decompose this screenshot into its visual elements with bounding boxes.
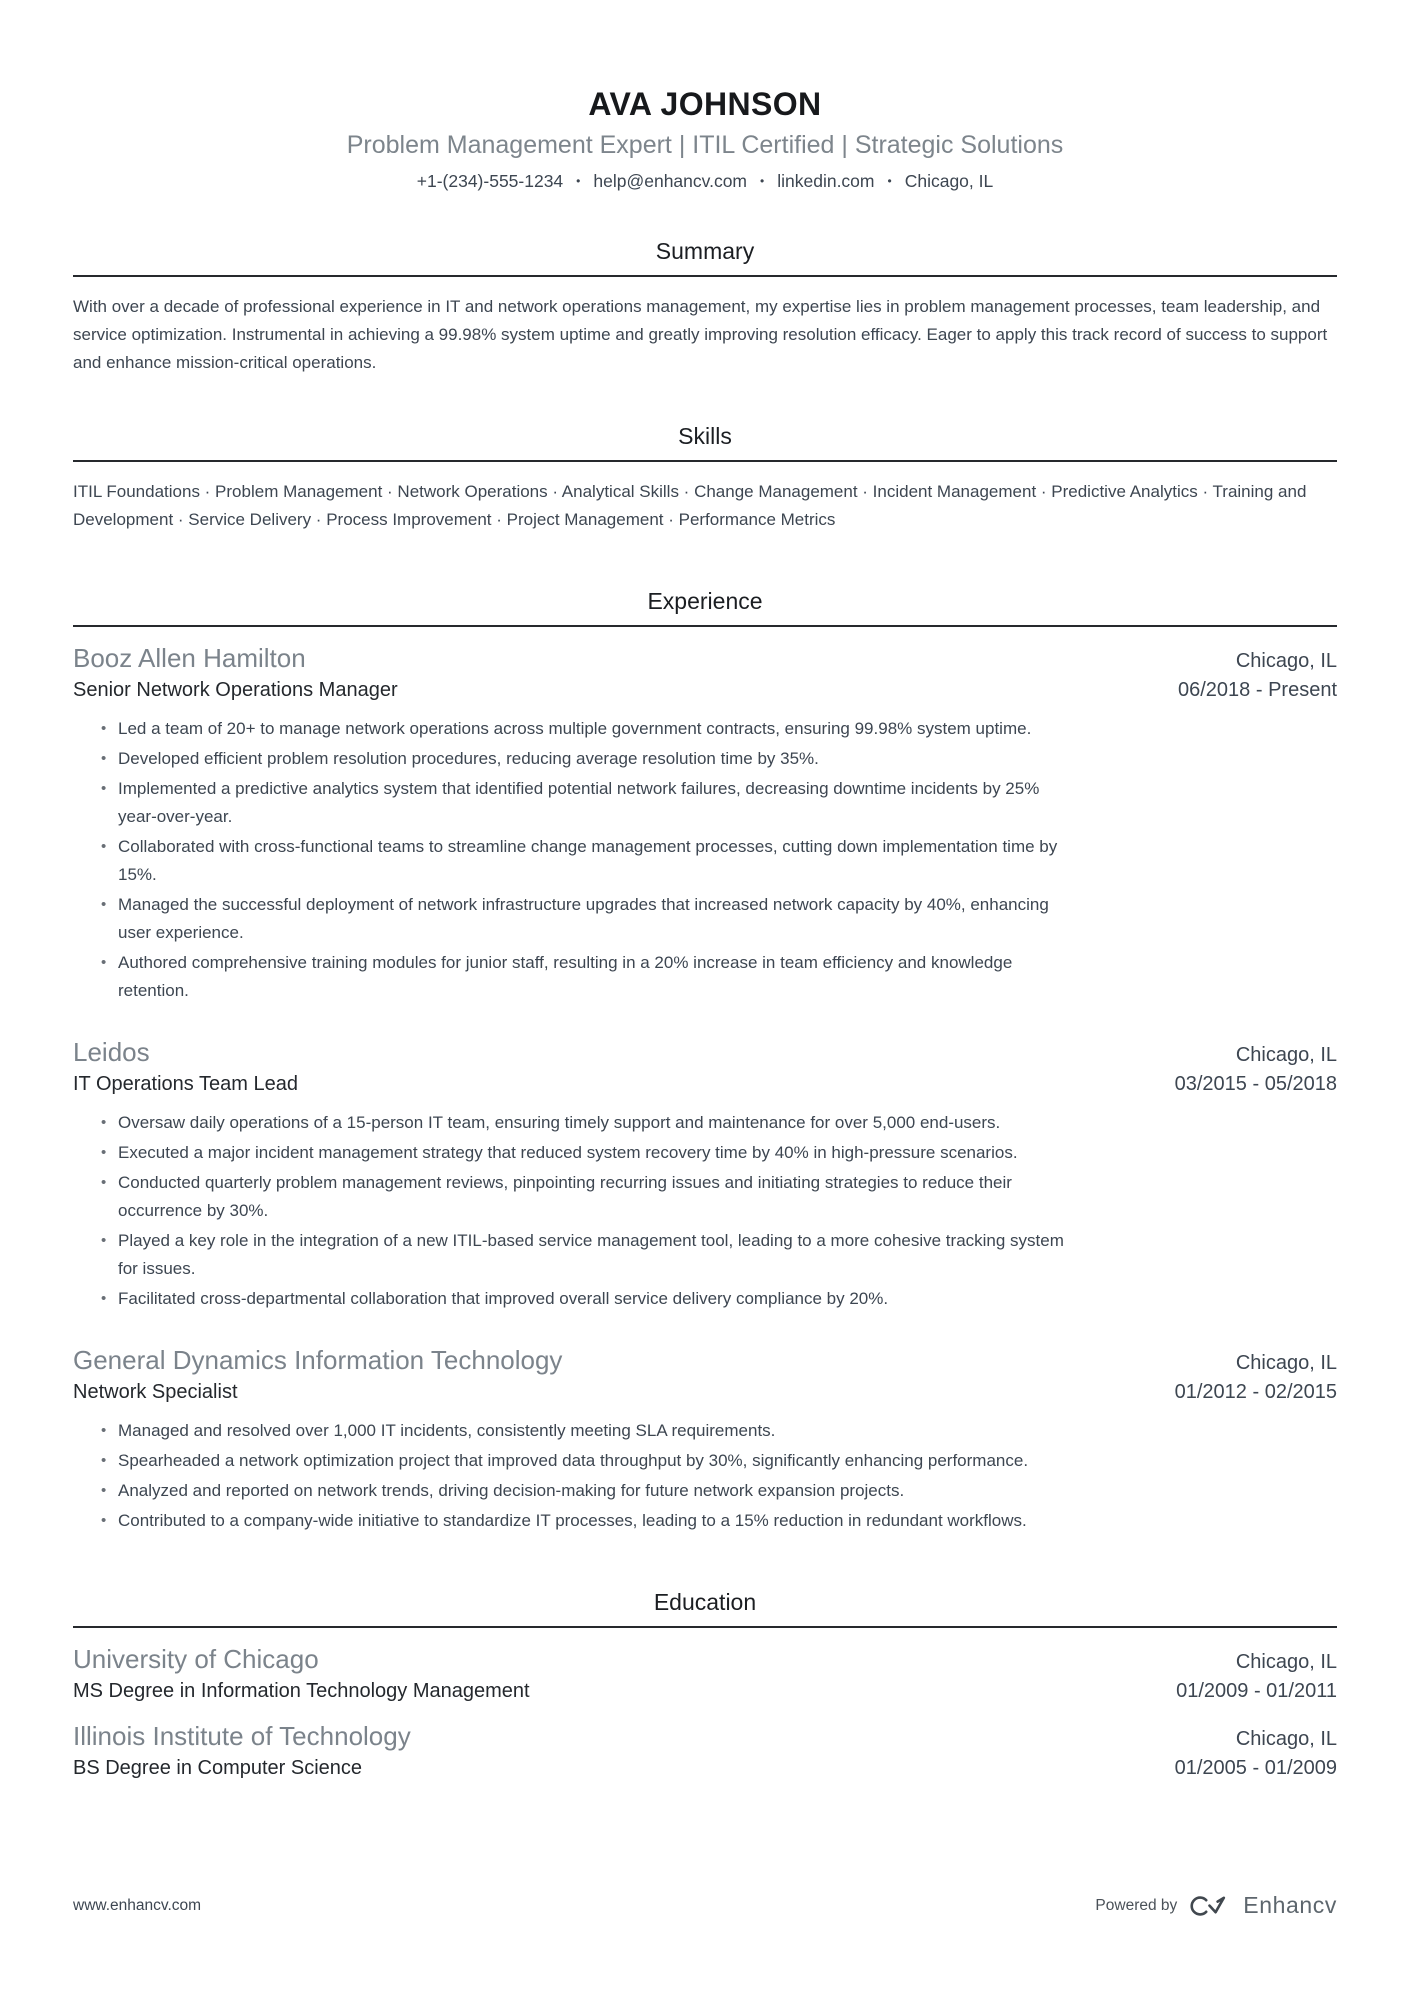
entry-subheader-row <box>73 679 1337 702</box>
entry-header-row <box>73 1037 1337 1068</box>
school-location: Chicago, IL <box>1235 1728 1337 1750</box>
company-name: Booz Allen Hamilton <box>73 643 306 673</box>
job-bullet: • Managed and resolved over 1,000 IT incidents, consistently meeting SLA requirements. <box>101 1417 1078 1445</box>
contact-location: Chicago, IL <box>904 171 994 191</box>
job-bullet: • Spearheaded a network optimization project that improved data throughput by 30%, significantly enhancing performance. <box>101 1447 1078 1475</box>
education-heading: Education <box>653 1589 757 1615</box>
job-dates: 06/2018 - Present <box>1178 679 1337 701</box>
education-entry <box>73 1721 1337 1780</box>
experience-entry <box>73 1037 1337 1313</box>
job-bullet: • Executed a major incident management strategy that reduced system recovery time by 40% in high-pressure scenarios. <box>101 1139 1078 1167</box>
entry-subheader-row <box>73 1757 1337 1780</box>
job-bullet-list <box>73 715 1337 1005</box>
entry-header-row <box>73 1721 1337 1752</box>
school-name: Illinois Institute of Technology <box>73 1721 411 1751</box>
job-bullet: • Authored comprehensive training modules for junior staff, resulting in a 20% increase in team efficiency and knowledge retention. <box>101 949 1078 1005</box>
section-education <box>73 1589 1337 1780</box>
section-divider <box>73 460 1337 462</box>
cv-infinity-icon <box>1189 1893 1233 1919</box>
skills-text: ITIL Foundations · Problem Management · Network Operations · Analytical Skills · Change Management · Incident Management · Predictive Analytics · Training and Development · Service Delivery · Process Improvement · Project Management · Performance Metrics <box>73 482 1307 529</box>
job-title: Senior Network Operations Manager <box>73 679 398 701</box>
company-name: General Dynamics Information Technology <box>73 1345 563 1375</box>
job-location: Chicago, IL <box>1235 1352 1337 1374</box>
candidate-name: AVA JOHNSON <box>588 86 822 122</box>
contact-separator-dot: • <box>576 173 581 188</box>
job-title: Network Specialist <box>73 1381 238 1403</box>
job-bullet: • Conducted quarterly problem management reviews, pinpointing recurring issues and initiating strategies to reduce their occurrence by 30%. <box>101 1169 1078 1225</box>
entry-subheader-row <box>73 1680 1337 1703</box>
company-name: Leidos <box>73 1037 150 1067</box>
resume-header <box>73 86 1337 192</box>
job-bullet: • Collaborated with cross-functional teams to streamline change management processes, cutting down implementation time by 15%. <box>101 833 1078 889</box>
enhancv-brand-label: Enhancv <box>1243 1892 1337 1918</box>
skills-heading: Skills <box>678 423 732 449</box>
education-entry <box>73 1644 1337 1703</box>
entry-header-row <box>73 643 1337 674</box>
contact-separator-dot: • <box>887 173 892 188</box>
enhancv-brand-link[interactable] <box>1189 1892 1337 1919</box>
contact-phone: +1-(234)-555-1234 <box>416 171 564 191</box>
degree-name: MS Degree in Information Technology Management <box>73 1680 530 1702</box>
job-bullet: • Developed efficient problem resolution procedures, reducing average resolution time by 35%. <box>101 745 1078 773</box>
entry-subheader-row <box>73 1381 1337 1404</box>
experience-entry <box>73 1345 1337 1535</box>
entry-header-row <box>73 1644 1337 1675</box>
summary-text: With over a decade of professional experience in IT and network operations management, my expertise lies in problem management processes, team leadership, and service optimization. Instrumental in achieving a 99.98% system uptime and greatly improving resolution efficacy. Eager to apply this track record of success to support and enhance mission-critical operations. <box>73 297 1328 372</box>
job-bullet: • Contributed to a company-wide initiative to standardize IT processes, leading to a 15% reduction in redundant workflows. <box>101 1507 1078 1535</box>
entry-subheader-row <box>73 1073 1337 1096</box>
contact-separator-dot: • <box>760 173 765 188</box>
school-name: University of Chicago <box>73 1644 319 1674</box>
section-skills <box>73 423 1337 534</box>
job-dates: 03/2015 - 05/2018 <box>1174 1073 1337 1095</box>
section-divider <box>73 275 1337 277</box>
job-bullet: • Implemented a predictive analytics system that identified potential network failures, decreasing downtime incidents by 25% year-over-year. <box>101 775 1078 831</box>
job-dates: 01/2012 - 02/2015 <box>1174 1381 1337 1403</box>
school-location: Chicago, IL <box>1235 1651 1337 1673</box>
summary-heading: Summary <box>655 238 755 264</box>
contact-email-link[interactable]: help@enhancv.com <box>593 171 748 191</box>
job-location: Chicago, IL <box>1235 650 1337 672</box>
candidate-title: Problem Management Expert | ITIL Certified | Strategic Solutions <box>346 131 1064 159</box>
experience-heading: Experience <box>647 588 763 614</box>
degree-dates: 01/2005 - 01/2009 <box>1174 1757 1337 1779</box>
job-bullet-list <box>73 1417 1337 1535</box>
section-divider <box>73 625 1337 627</box>
job-bullet: • Facilitated cross-departmental collaboration that improved overall service delivery compliance by 20%. <box>101 1285 1078 1313</box>
degree-dates: 01/2009 - 01/2011 <box>1176 1680 1337 1702</box>
job-bullet: • Played a key role in the integration of a new ITIL-based service management tool, leading to a more cohesive tracking system for issues. <box>101 1227 1078 1283</box>
job-bullet: • Analyzed and reported on network trends, driving decision-making for future network expansion projects. <box>101 1477 1078 1505</box>
contact-row <box>73 171 1337 192</box>
job-bullet: • Led a team of 20+ to manage network operations across multiple government contracts, ensuring 99.98% system uptime. <box>101 715 1078 743</box>
job-bullet: • Managed the successful deployment of network infrastructure upgrades that increased network capacity by 40%, enhancing user experience. <box>101 891 1078 947</box>
entry-header-row <box>73 1345 1337 1376</box>
page-footer <box>73 1892 1337 1919</box>
job-title: IT Operations Team Lead <box>73 1073 298 1095</box>
footer-website-link[interactable]: www.enhancv.com <box>73 1896 202 1914</box>
contact-linkedin-link[interactable]: linkedin.com <box>777 171 875 191</box>
experience-entry <box>73 643 1337 1005</box>
section-summary <box>73 238 1337 377</box>
footer-branding <box>1095 1892 1337 1919</box>
section-divider <box>73 1626 1337 1628</box>
powered-by-label: Powered by <box>1095 1896 1178 1914</box>
job-bullet: • Oversaw daily operations of a 15-person IT team, ensuring timely support and maintenance for over 5,000 end-users. <box>101 1109 1078 1137</box>
degree-name: BS Degree in Computer Science <box>73 1757 363 1779</box>
job-location: Chicago, IL <box>1235 1044 1337 1066</box>
job-bullet-list <box>73 1109 1337 1313</box>
section-experience <box>73 588 1337 1535</box>
